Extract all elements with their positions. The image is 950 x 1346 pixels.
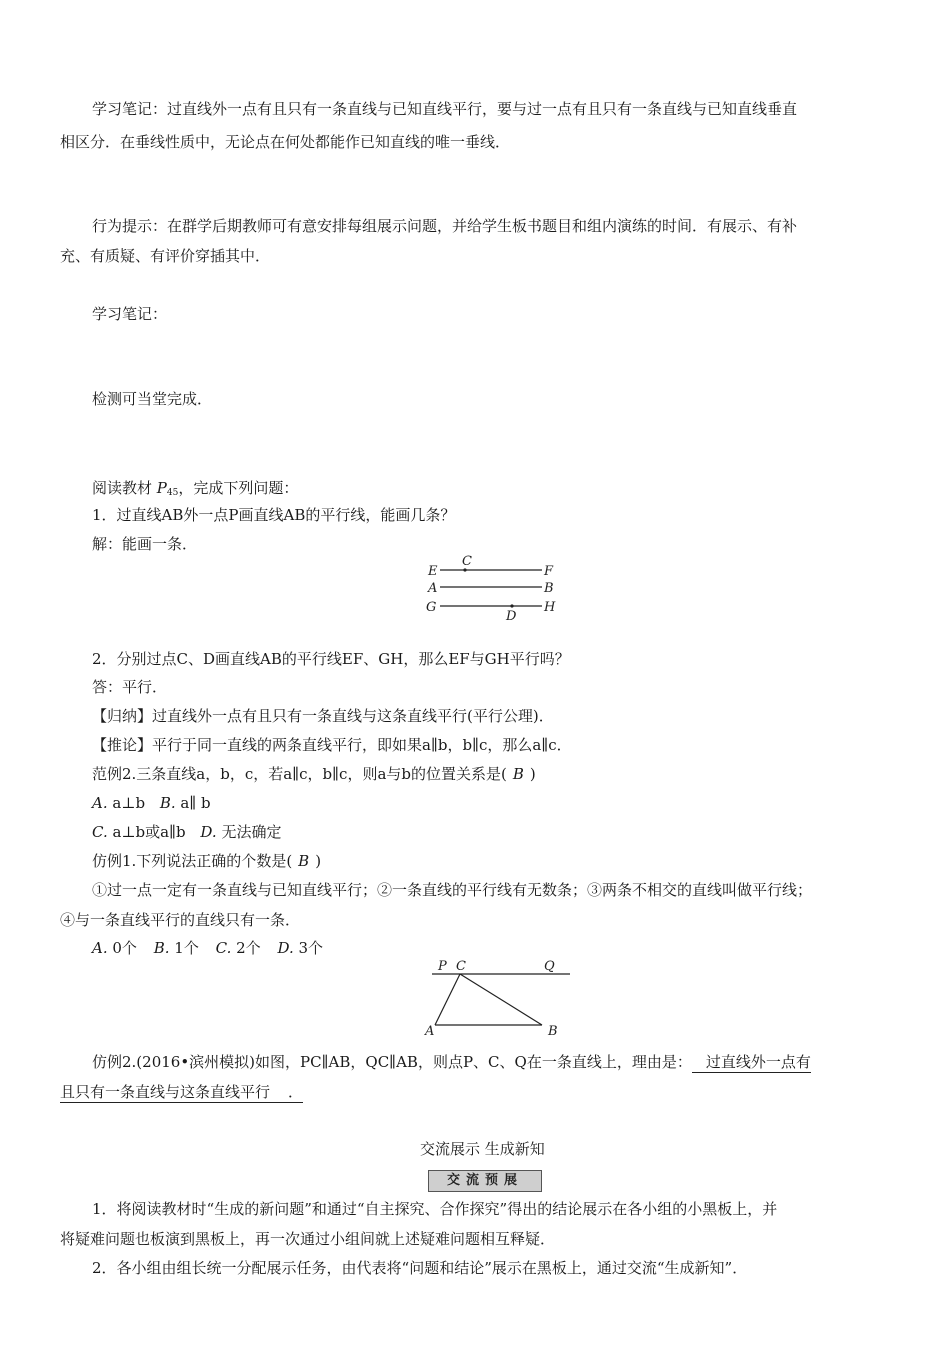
label-f: F	[544, 564, 554, 579]
practice-1-body-line1: ①过一点一定有一条直线与已知直线平行；②一条直线的平行线有无数条；③两条不相交的直线叫做平行线；	[92, 881, 813, 899]
option-d-text: 无法确定	[221, 823, 282, 841]
point-d	[510, 604, 513, 607]
parallel-lines-figure	[420, 555, 570, 625]
p1-option-d-letter: D.	[277, 939, 294, 957]
practice-2-answer-part1: 过直线外一点有	[692, 1053, 811, 1073]
p1-option-b-text: 1个	[174, 939, 199, 957]
example-2-options-ab	[92, 793, 211, 813]
example-2-options-cd	[92, 822, 281, 842]
study-note-line1: 学习笔记：过直线外一点有且只有一条直线与已知直线平行，要与过一点有且只有一条直线与已知直线垂直	[92, 100, 798, 118]
practice-1-text: 仿例1.下列说法正确的个数是(	[92, 852, 293, 870]
section-badge: 交流预展	[428, 1170, 542, 1192]
label-b2: B	[548, 1024, 558, 1039]
p1-option-c-letter: C.	[215, 939, 232, 957]
question-1: 1．过直线AB外一点P画直线AB的平行线，能画几条？	[92, 506, 456, 524]
option-c-text: a⊥b或a∥b	[112, 823, 186, 841]
practice-1-body-line2: ④与一条直线平行的直线只有一条．	[60, 911, 301, 929]
section-title: 交流展示 生成新知	[420, 1140, 545, 1158]
segment-cb	[460, 974, 542, 1025]
question-2: 2．分别过点C、D画直线AB的平行线EF、GH，那么EF与GH平行吗？	[92, 650, 570, 668]
label-p: P	[438, 959, 447, 974]
practice-2-answer-part2	[60, 1083, 303, 1103]
behavior-tip-line1: 行为提示：在群学后期教师可有意安排每组展示问题，并给学生板书题目和组内演练的时间．有展示、有补	[92, 217, 798, 235]
exchange-item1-line1: 1．将阅读教材时“生成的新问题”和通过“自主探究、合作探究”得出的结论展示在各小组的小黑板上，并	[92, 1200, 778, 1218]
reading-page-number: 45	[166, 488, 179, 498]
answer-2: 答：平行．	[92, 678, 168, 696]
exchange-item2: 2．各小组由组长统一分配展示任务，由代表将“问题和结论”展示在黑板上，通过交流“生成新知”．	[92, 1259, 748, 1277]
option-a-text: a⊥b	[112, 794, 146, 812]
option-c-letter: C.	[92, 823, 108, 841]
label-g: G	[426, 600, 437, 615]
label-b: B	[544, 581, 554, 596]
practice-2-period: ．	[288, 1083, 304, 1101]
label-e: E	[428, 564, 438, 579]
label-c: C	[462, 554, 472, 569]
option-d-letter: D.	[200, 823, 217, 841]
summary-rule: 【归纳】过直线外一点有且只有一条直线与这条直线平行(平行公理)．	[92, 707, 554, 725]
reading-page-letter: P	[156, 479, 167, 497]
label-d: D	[506, 609, 517, 624]
check-note: 检测可当堂完成．	[92, 390, 213, 408]
example-2-text: 范例2.三条直线a，b，c，若a∥c，b∥c，则a与b的位置关系是(	[92, 765, 507, 783]
practice-1-answer: B	[298, 852, 310, 870]
example-2-close: )	[529, 765, 536, 783]
study-note-line2: 相区分．在垂线性质中，无论点在何处都能作已知直线的唯一垂线．	[60, 133, 511, 151]
practice-2-text: 仿例2.(2016•滨州模拟)如图，PC∥AB，QC∥AB，则点P、C、Q在一条直线上，理由是：	[92, 1053, 692, 1071]
reading-intro-suffix: ，完成下列问题：	[178, 479, 299, 497]
behavior-tip-line2: 充、有质疑、有评价穿插其中．	[60, 247, 271, 265]
segment-ca	[435, 974, 460, 1025]
label-h: H	[544, 600, 556, 615]
example-2-stem	[92, 764, 536, 784]
option-b-text: a∥ b	[180, 794, 211, 812]
practice-2-answer-text: 且只有一条直线与这条直线平行	[60, 1083, 271, 1101]
p1-option-b-letter: B.	[153, 939, 170, 957]
label-a: A	[428, 581, 438, 596]
reading-intro	[92, 478, 298, 503]
practice-1-stem	[92, 851, 321, 871]
reading-intro-prefix: 阅读教材	[92, 479, 157, 497]
practice-2-answer-line2	[60, 1082, 303, 1102]
p1-option-d-text: 3个	[298, 939, 324, 957]
exchange-item1-line2: 将疑难问题也板演到黑板上，再一次通过小组间就上述疑难问题相互释疑．	[60, 1230, 556, 1248]
label-q: Q	[544, 959, 555, 974]
p1-option-c-text: 2个	[236, 939, 261, 957]
practice-2-stem	[92, 1052, 811, 1072]
study-note-empty: 学习笔记：	[92, 305, 168, 323]
triangle-figure	[420, 955, 580, 1040]
option-b-letter: B.	[159, 794, 176, 812]
example-2-answer: B	[512, 765, 524, 783]
label-a2: A	[425, 1024, 435, 1039]
p1-option-a-text: 0个	[112, 939, 137, 957]
p1-option-a-letter: A.	[92, 939, 108, 957]
practice-1-close: )	[315, 852, 322, 870]
option-a-letter: A.	[92, 794, 108, 812]
practice-1-options	[92, 938, 323, 958]
corollary-rule: 【推论】平行于同一直线的两条直线平行，即如果a∥b，b∥c，那么a∥c．	[92, 736, 572, 754]
label-c2: C	[456, 959, 466, 974]
answer-1: 解：能画一条．	[92, 535, 198, 553]
